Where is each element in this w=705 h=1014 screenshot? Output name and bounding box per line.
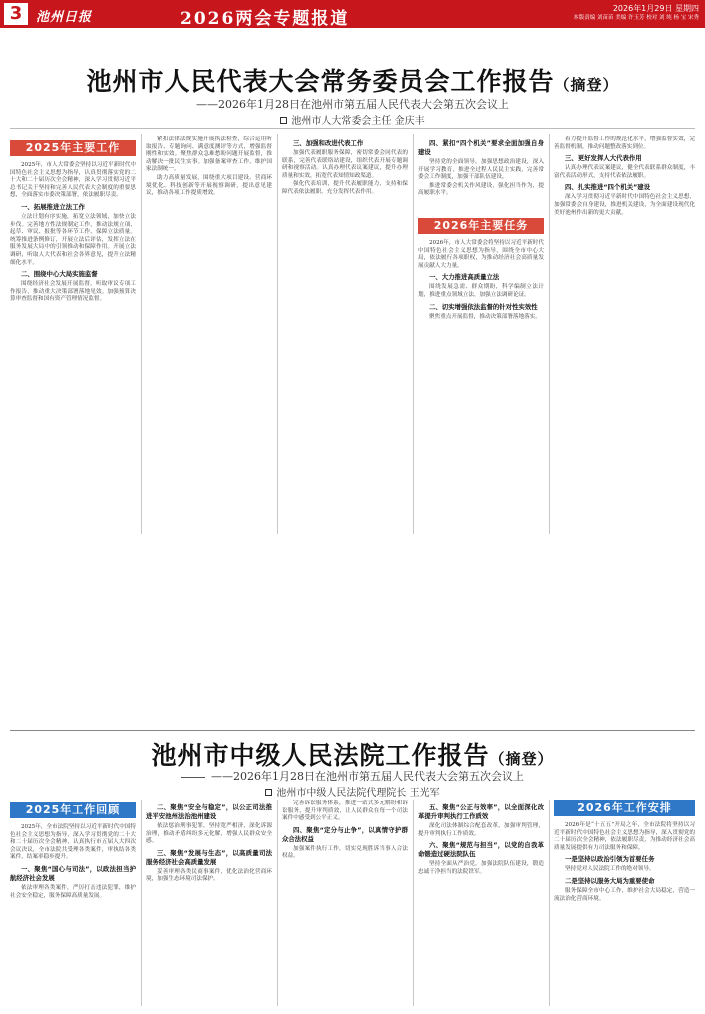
column-rule — [413, 800, 414, 1006]
paragraph: 完善诉讼服务体系，推进一站式多元解纷和诉讼服务，提升审判质效，让人民群众在每一个司法案件中感受到公平正义。 — [282, 800, 408, 822]
article2-column-4 — [418, 800, 544, 1010]
subheading: 四、紧扣“四个机关”要求全面加强自身建设 — [418, 139, 544, 156]
article-divider — [10, 730, 695, 731]
paragraph: 围绕经济社会发展开展监督，听取审议专项工作报告，推动重大决策部署落地见效。加强预算决算审查监督和国有资产管理情况监督。 — [10, 281, 136, 303]
paragraph: 妥善审理各类民商事案件，优化法治化营商环境，加强生态环境司法保护。 — [146, 868, 272, 883]
paragraph: 深化司法体制综合配套改革，加强审判管理，提升审判执行工作质效。 — [418, 823, 544, 837]
dash-rule — [181, 777, 205, 778]
section-banner-review: 2025年工作回顾 — [10, 802, 136, 818]
section-banner-review: 2025年主要工作 — [10, 140, 136, 156]
column-rule — [549, 800, 550, 1006]
column-rule — [413, 134, 414, 534]
paragraph: 坚持全面从严治党，加强法院队伍建设，锻造忠诚干净担当的法院铁军。 — [418, 861, 544, 875]
article2-column-1 — [10, 796, 136, 1010]
paragraph: 2026年是“十五五”开局之年，全市法院将坚持以习近平新时代中国特色社会主义思想为指导，深入贯彻党的二十届历次全会精神，依法履职尽责，为推动经济社会高质量发展提供有力司法服务和保障。 — [554, 822, 695, 851]
paragraph: 2025年，全市法院坚持以习近平新时代中国特色社会主义思想为指导，深入学习贯彻党的二十大和二十届历次全会精神，认真执行市五届人大四次会议决议，全市法院共受理各类案件，审执结各类案件，结案率稳步提升。 — [10, 824, 136, 861]
checkbox-icon — [265, 789, 272, 796]
paragraph: 2025年，市人大常委会坚持以习近平新时代中国特色社会主义思想为指导，认真贯彻落实党的二十大和二十届历次全会精神，深入学习贯彻习近平总书记关于坚持和完善人民代表大会制度的重要思想，全面落实市委决策部署，依法履职尽责。 — [10, 162, 136, 199]
page-number: 3 — [4, 3, 28, 25]
newspaper-logo: 池州日报 — [36, 10, 93, 25]
subheading: 四、聚焦“定分与止争”，以真情守护群众合法权益 — [282, 825, 408, 843]
subheading: 二、切实增强依法监督的针对性实效性 — [429, 302, 538, 311]
paragraph: 强化代表培训，提升代表履职能力，支持和保障代表依法履职，充分发挥代表作用。 — [282, 181, 408, 195]
subheading: 三、更好发挥人大代表作用 — [565, 154, 642, 163]
checkbox-icon — [280, 117, 287, 124]
article2-subtitle: ——2026年1月28日在池州市第五届人民代表大会第五次会议上 — [0, 768, 705, 784]
paragraph: 紧扣法律法规实施开展执法检查，综合运用听取报告、专题询问、满意度测评等方式，增强监督刚性和实效。聚焦群众急难愁盼问题开展监督，推动解决一批民生实事。加强备案审查工作，维护国家法制统一。 — [146, 136, 272, 173]
article2-column-5 — [554, 800, 695, 1010]
paragraph: 聚焦重点开展监督，推动决策部署落地落实。 — [429, 313, 541, 320]
article1-author: 池州市人大常委会主任 金庆丰 — [0, 112, 705, 127]
divider — [10, 128, 695, 129]
column-rule — [141, 134, 142, 534]
paragraph: 服务保障全市中心工作，维护社会大局稳定，营造一流法治化营商环境。 — [554, 887, 695, 902]
subheading: 六、聚焦“规范与担当”，以党的自我革命锻造过硬法院队伍 — [418, 841, 544, 859]
paragraph: 立法计划有序实施，拓宽立法领域，加快立法步伐。完善地方性法规制定工作，推动法规立项、起草、审议、报批等各环节工作，保障立法质量。统筹推进条例修订，开展立法后评估，发挥立法在服务发展大局中的引领推动和保障作用。开展立法调研，听取人大代表和社会各界意见，提升立法精细化水平。 — [10, 213, 136, 266]
article1-title: 池州市人民代表大会常务委员会工作报告（摘登） — [86, 67, 619, 96]
subheading: 五、聚焦“公正与效率”，以全面深化改革提升审判执行工作质效 — [418, 803, 544, 820]
paragraph: 2026年，市人大常委会将坚持以习近平新时代中国特色社会主义思想为指导，围绕全市中心大局，依法履行各项职权，为推动经济社会高质量发展贡献人大力量。 — [418, 239, 544, 269]
subheading: 一、大力推进高质量立法 — [429, 273, 500, 282]
paragraph: 围绕发展急需、群众期盼，科学编制立法计划，推进重点领域立法，加强立法调研论证。 — [418, 284, 544, 298]
paragraph: 依法惩治刑事犯罪，坚持宽严相济，深化诉源治理，推动矛盾纠纷多元化解，增强人民群众安全感。 — [146, 823, 272, 845]
paragraph: 坚持党对人民法院工作的绝对领导。 — [565, 866, 655, 873]
issue-date: 2026年1月29日 星期四 — [612, 4, 699, 13]
subheading: 二、围绕中心大局实施监督 — [21, 270, 98, 279]
paragraph: 加强代表履职服务保障，密切常委会同代表的联系，完善代表联络站建设，组织代表开展专题调研和视察活动。认真办理代表议案建议，提升办理质量和实效，拓宽代表知情知政渠道。 — [282, 150, 408, 179]
editor-credits: 本版责编 刘苗苗 美编 许玉芳 校对 刘 纯 杨 宝 宋秀 — [573, 15, 699, 21]
subheading: 二、聚焦“安全与稳定”，以公正司法推进平安池州法治池州建设 — [146, 803, 272, 820]
subheading: 一、聚焦“国心与司法”，以政法担当护航经济社会发展 — [10, 864, 136, 882]
paragraph: 坚持党的全面领导，加强思想政治建设，深入开展学习教育，推进全过程人民民主实践，完善常委会工作制度，加强干部队伍建设。 — [418, 159, 544, 181]
column-rule — [277, 134, 278, 534]
column-rule — [277, 800, 278, 1006]
page-masthead — [0, 0, 705, 28]
article1-column-2 — [146, 136, 272, 536]
masthead-info — [569, 3, 699, 23]
paragraph: 助力高质量发展，围绕重大项目建设、营商环境优化、科技创新等开展视察调研，提出意见建议，推动各项工作提质增效。 — [146, 174, 272, 197]
subheading: 一、拓展推进立法工作 — [21, 202, 85, 211]
paragraph: 推进常委会机关作风建设，强化担当作为，提高履职水平。 — [418, 182, 544, 197]
subheading: 四、扎实推进“四个机关”建设 — [565, 183, 651, 192]
article1-column-3 — [282, 136, 408, 536]
article2-column-3 — [282, 800, 408, 1010]
article1-column-5 — [554, 136, 695, 536]
paragraph: 加强案件执行工作，切实兑现胜诉当事人合法权益。 — [282, 845, 408, 860]
subheading: 二是坚持以服务大局为重要使命 — [565, 876, 655, 885]
section-band-title: 2026两会专题报道 — [180, 9, 350, 29]
paragraph: 深入学习贯彻习近平新时代中国特色社会主义思想，加强常委会自身建设，推进机关建设，为全面建设现代化美好池州作出新的更大贡献。 — [554, 194, 695, 216]
column-rule — [141, 800, 142, 1006]
subheading: 三、加强和改进代表工作 — [293, 139, 364, 147]
column-rule — [549, 134, 550, 534]
paragraph: 依法审理各类案件，严厉打击违法犯罪，维护社会安全稳定，服务保障高质量发展。 — [10, 884, 136, 899]
article1-column-1 — [10, 130, 136, 830]
subheading: 一是坚持以政治引领为首要任务 — [565, 855, 655, 864]
article2-column-2 — [146, 800, 272, 1010]
article2-author: 池州市中级人民法院代理院长 王光军 — [0, 784, 705, 799]
section-banner-tasks: 2026年主要任务 — [418, 218, 544, 234]
section-banner-plan: 2026年工作安排 — [554, 800, 695, 816]
subheading: 三、聚焦“发展与生态”，以高质量司法服务经济社会高质量发展 — [146, 848, 272, 866]
article2-title: 池州市中级人民法院工作报告（摘登） — [151, 741, 554, 770]
paragraph: 认真办理代表议案建议，健全代表联系群众制度，丰富代表活动形式，支持代表依法履职。 — [554, 165, 695, 179]
paragraph: 着力提升监督工作的规范化水平，增强监督实效，完善监督机制，推动问题整改落实到位。 — [554, 136, 695, 150]
article1-subtitle: ——2026年1月28日在池州市第五届人民代表大会第五次会议上 — [196, 98, 509, 111]
article1-column-4 — [418, 136, 544, 536]
